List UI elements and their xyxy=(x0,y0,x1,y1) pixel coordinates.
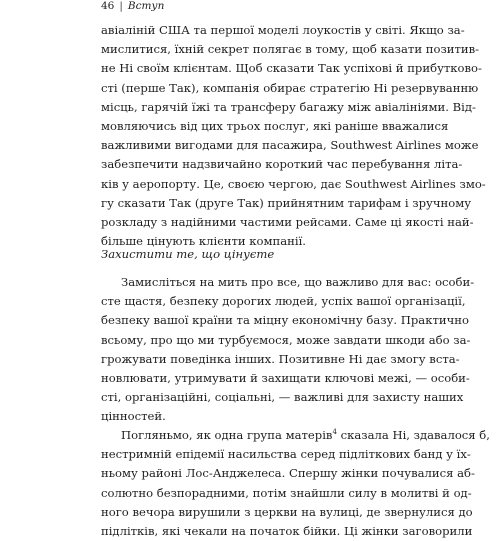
text-line: підлітків, які чекали на початок бійки. Ці жінки заговорили xyxy=(101,523,473,538)
text-line: мовляючись від цих трьох послуг, які раніше вважалися xyxy=(101,118,449,133)
paragraph-mothers-story xyxy=(101,426,490,541)
section-title: Вступ xyxy=(127,0,165,12)
text-line: новлювати, утримувати й захищати ключові межі, — особи- xyxy=(101,370,470,385)
text-line: солютно безпорадними, потім знайшли силу в молитві й од- xyxy=(101,485,472,500)
text-line: мислитися, їхній секрет полягає в тому, щоб казати позитив- xyxy=(101,42,480,57)
footnote-marker[interactable]: 4 xyxy=(332,428,337,437)
text-line: ного вечора вирушили з церкви на вулиці, де звернулися до xyxy=(101,504,473,519)
text-line: важливими вигодами для пасажира, Southwest Airlines може xyxy=(101,138,479,153)
text-line: сті (перше Так), компанія обирає стратегію Ні резервуванню xyxy=(101,80,479,95)
running-head xyxy=(101,0,164,12)
running-head-separator: | xyxy=(119,0,123,12)
page-number: 46 xyxy=(101,0,115,12)
text-line: гу сказати Так (друге Так) прийнятним тарифам і зручному xyxy=(101,195,472,210)
text-line: місць, гарячій їжі та трансферу багажу між авіалініями. Від- xyxy=(101,99,476,114)
paragraph-southwest xyxy=(101,21,486,251)
text-fragment: Погляньмо, як одна група матерів xyxy=(121,428,333,442)
text-line: цінностей. xyxy=(101,409,166,424)
text-line: нестримній епідемії насильства серед підліткових банд у їх- xyxy=(101,447,471,462)
text-line: ків у аеропорту. Це, своєю чергою, дає Southwest Airlines змо- xyxy=(101,176,486,191)
text-line: не Ні своїм клієнтам. Щоб сказати Так успіхові й прибутково- xyxy=(101,61,482,76)
text-line xyxy=(101,426,490,445)
text-line: Замисліться на мить про все, що важливо для вас: особи- xyxy=(121,275,475,289)
text-line: розкладу з надійними частими рейсами. Саме ці якості най- xyxy=(101,214,474,229)
text-line: авіаліній США та першої моделі лоукостів у світі. Якщо за- xyxy=(101,23,465,37)
text-line: сте щастя, безпеку дорогих людей, успіх вашої організації, xyxy=(101,294,466,309)
text-line: грожувати поведінка інших. Позитивне Ні дає змогу вста- xyxy=(101,351,460,366)
paragraph-protect-values xyxy=(101,273,475,427)
section-subheading: Захистити те, що цінуєте xyxy=(101,247,275,261)
text-line: забезпечити надзвичайно короткий час перебування літа- xyxy=(101,157,463,172)
text-line: всьому, про що ми турбуємося, може завдати шкоди або за- xyxy=(101,332,471,347)
text-line: сті, організаційні, соціальні, — важливі для захисту наших xyxy=(101,390,464,405)
text-line: безпеку вашої країни та міцну економічну базу. Практично xyxy=(101,313,469,328)
text-line: ньому районі Лос-Анджелеса. Спершу жінки почувалися аб- xyxy=(101,466,475,481)
text-fragment: сказала Ні, здавалося б, xyxy=(336,428,490,442)
text-line: більше цінують клієнти компанії. xyxy=(101,234,306,249)
